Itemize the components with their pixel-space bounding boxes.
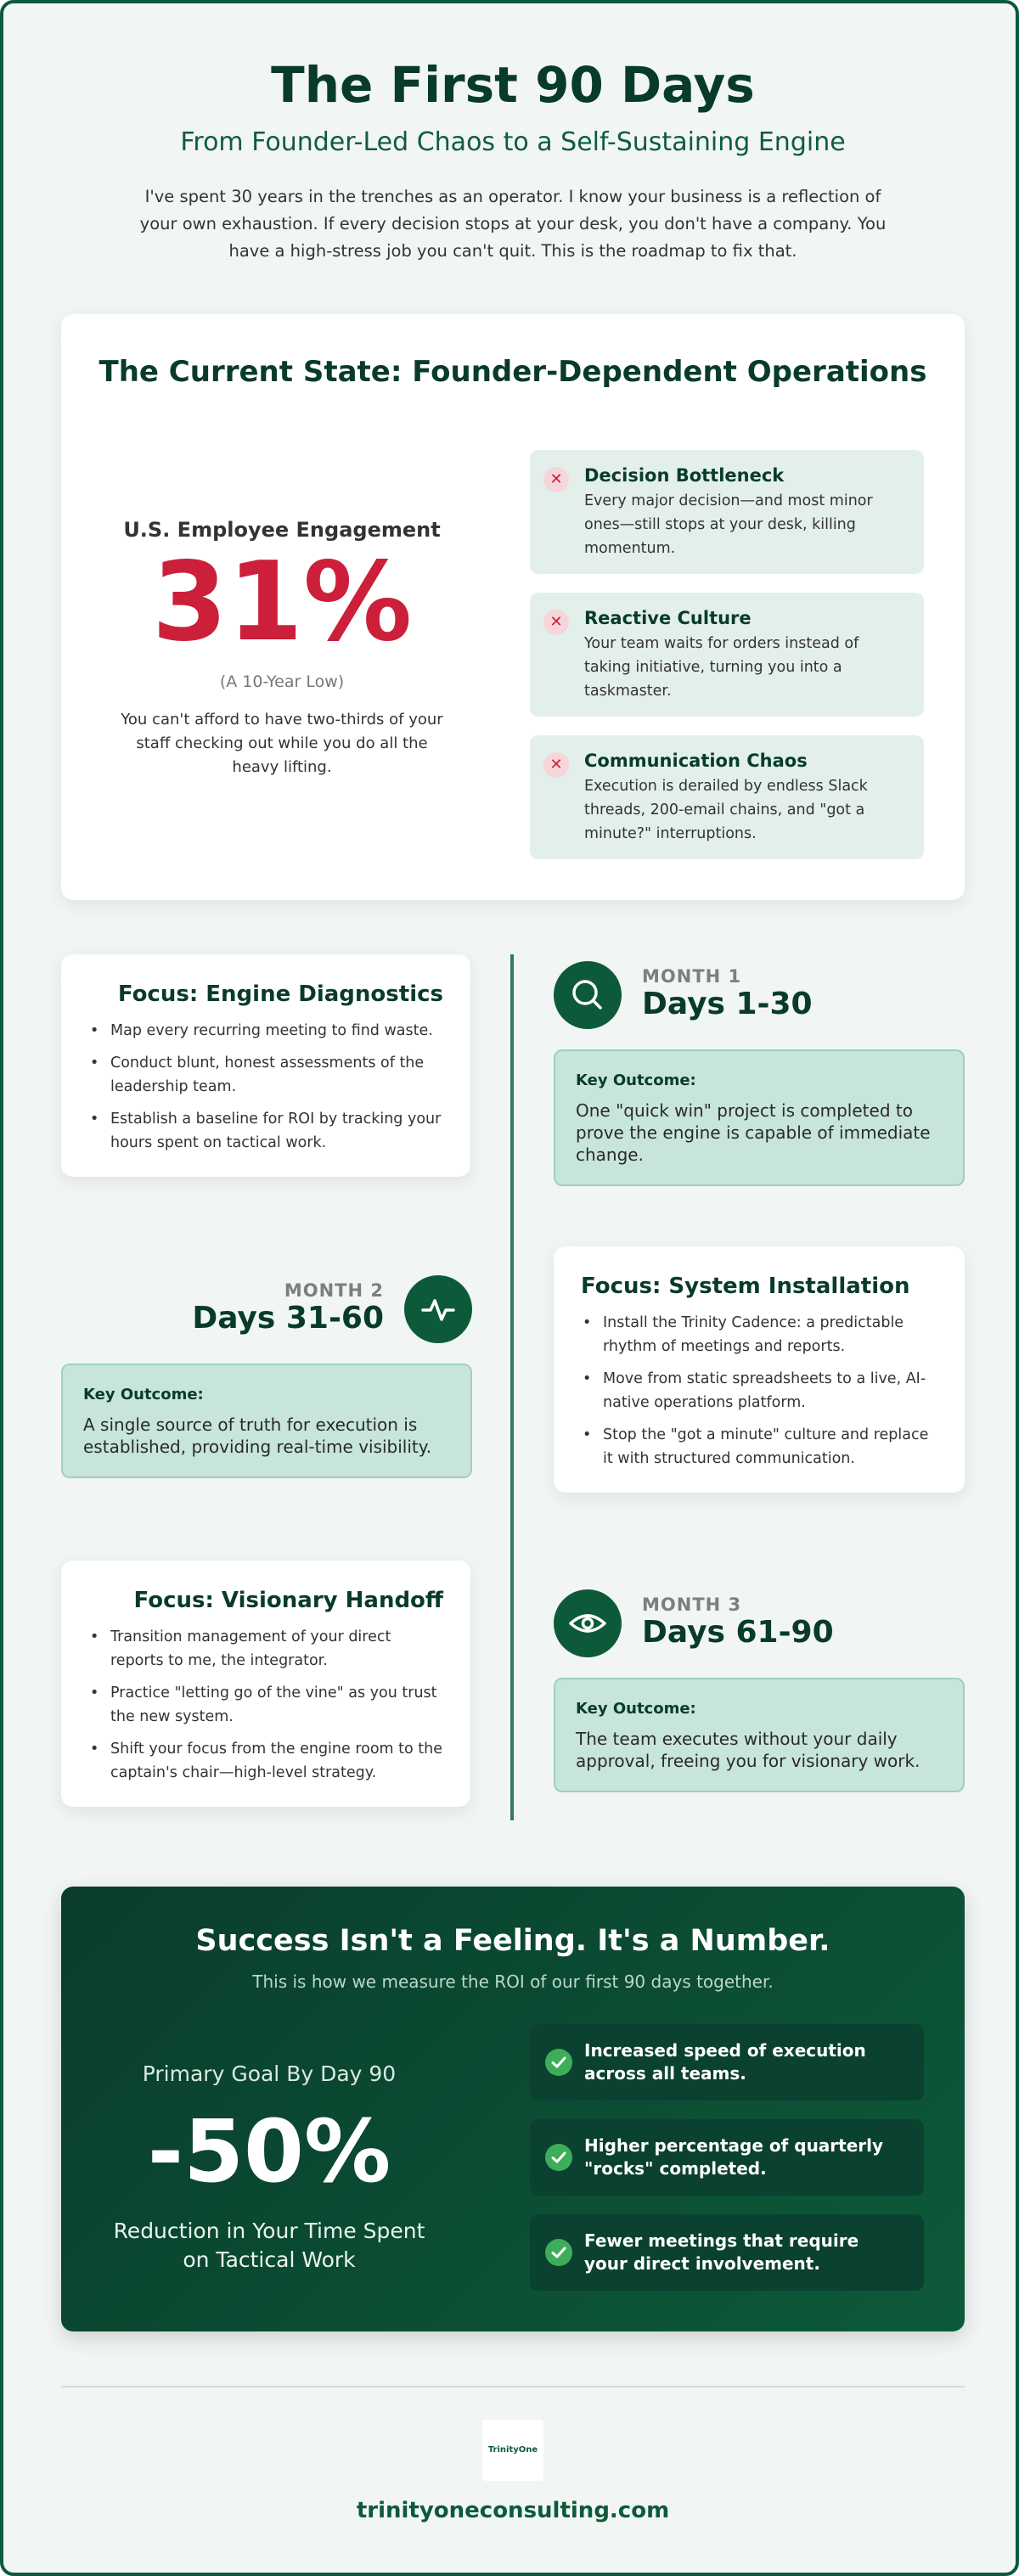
month-1-header bbox=[554, 961, 965, 1029]
problem-title: Communication Chaos bbox=[584, 751, 808, 771]
success-metric bbox=[530, 2119, 924, 2196]
focus-item: • Install the Trinity Cadence: a predictable rhythm of meetings and reports. bbox=[581, 1311, 937, 1358]
outcome-text: One "quick win" project is completed to prove the engine is capable of immediate change. bbox=[576, 1100, 931, 1165]
goal-value: -50% bbox=[147, 2101, 391, 2202]
metric-text: Increased speed of execution across all teams. bbox=[584, 2040, 866, 2084]
focus-list bbox=[581, 1311, 937, 1471]
focus-title: Focus: Engine Diagnostics bbox=[117, 981, 443, 1007]
focus-item: • Map every recurring meeting to find waste. bbox=[88, 1019, 443, 1043]
problem-description: Execution is derailed by endless Slack threads, 200-email chains, and "got a minute?" interruptions. bbox=[584, 778, 868, 842]
success-metric bbox=[530, 2214, 924, 2291]
month-days: Days 1-30 bbox=[642, 987, 813, 1021]
problem-item bbox=[530, 735, 924, 859]
x-icon: ✕ bbox=[543, 610, 569, 635]
problem-item bbox=[530, 450, 924, 574]
focus-item: • Move from static spreadsheets to a live, AI-native operations platform. bbox=[581, 1367, 937, 1415]
search-icon bbox=[554, 961, 622, 1029]
primary-goal bbox=[112, 2061, 426, 2275]
engagement-label: U.S. Employee Engagement bbox=[123, 518, 441, 542]
focus-item: • Shift your focus from the engine room to the captain's chair—high-level strategy. bbox=[88, 1737, 443, 1785]
problem-item bbox=[530, 593, 924, 717]
problem-title: Decision Bottleneck bbox=[584, 465, 785, 486]
company-logo bbox=[482, 2420, 543, 2481]
outcome-label: Key Outcome: bbox=[576, 1071, 696, 1089]
focus-title: Focus: System Installation bbox=[581, 1274, 910, 1299]
success-panel bbox=[61, 1887, 965, 2331]
goal-description: Reduction in Your Time Spent on Tactical Work bbox=[113, 2219, 425, 2272]
focus-item: • Transition management of your direct reports to me, the integrator. bbox=[88, 1625, 443, 1673]
timeline-line bbox=[510, 954, 514, 1820]
website-link[interactable]: trinityoneconsulting.com bbox=[356, 2498, 670, 2523]
month-days: Days 61-90 bbox=[642, 1615, 834, 1650]
success-metric bbox=[530, 2024, 924, 2101]
outcome-label: Key Outcome: bbox=[83, 1386, 204, 1403]
outcome-text: The team executes without your daily approval, freeing you for visionary work. bbox=[576, 1729, 920, 1771]
problem-description: Every major decision—and most minor ones—still stops at your desk, killing momentum. bbox=[584, 492, 873, 557]
month-1-outcome bbox=[554, 1049, 965, 1186]
focus-list bbox=[88, 1625, 443, 1785]
month-label: MONTH 1 bbox=[642, 966, 742, 987]
header bbox=[3, 53, 1019, 265]
page-subtitle: From Founder-Led Chaos to a Self-Sustaining Engine bbox=[180, 127, 846, 157]
x-icon: ✕ bbox=[543, 467, 569, 492]
month-2-focus-card bbox=[554, 1246, 965, 1493]
month-2-outcome bbox=[61, 1364, 472, 1478]
problem-title: Reactive Culture bbox=[584, 608, 752, 628]
current-state-card bbox=[61, 314, 965, 900]
focus-item: • Conduct blunt, honest assessments of the leadership team. bbox=[88, 1051, 443, 1099]
month-3-focus-card bbox=[61, 1561, 470, 1807]
metric-text: Fewer meetings that require your direct involvement. bbox=[584, 2230, 859, 2274]
month-days: Days 31-60 bbox=[192, 1301, 384, 1336]
focus-title: Focus: Visionary Handoff bbox=[133, 1588, 443, 1613]
success-subtitle: This is how we measure the ROI of our first 90 days together. bbox=[252, 1971, 774, 1992]
outcome-label: Key Outcome: bbox=[576, 1700, 696, 1718]
intro-text: I've spent 30 years in the trenches as an operator. I know your business is a reflection of your own exhaustion. If every decision stops at your desk, you don't have a company. You have a high-stress job you can't quit. This is the roadmap to fix that. bbox=[139, 187, 887, 261]
focus-item: • Stop the "got a minute" culture and replace it with structured communication. bbox=[581, 1423, 937, 1471]
eye-icon bbox=[554, 1589, 622, 1657]
month-2-header bbox=[61, 1275, 472, 1343]
problem-description: Your team waits for orders instead of taking initiative, turning you into a taskmaster. bbox=[584, 635, 859, 700]
month-3-outcome bbox=[554, 1678, 965, 1792]
check-icon bbox=[545, 2144, 572, 2171]
current-state-title: The Current State: Founder-Dependent Operations bbox=[99, 355, 927, 389]
month-label: MONTH 2 bbox=[284, 1280, 384, 1301]
month-label: MONTH 3 bbox=[642, 1595, 742, 1615]
goal-label: Primary Goal By Day 90 bbox=[142, 2061, 397, 2086]
month-1-focus-card bbox=[61, 954, 470, 1177]
engagement-note: (A 10-Year Low) bbox=[219, 672, 345, 691]
page-title: The First 90 Days bbox=[271, 56, 755, 114]
focus-item: • Practice "letting go of the vine" as you trust the new system. bbox=[88, 1681, 443, 1729]
month-3-header bbox=[554, 1589, 965, 1657]
engagement-value: 31% bbox=[151, 539, 413, 666]
success-title: Success Isn't a Feeling. It's a Number. bbox=[195, 1924, 830, 1958]
pulse-icon bbox=[404, 1275, 472, 1343]
focus-item: • Establish a baseline for ROI by tracking your hours spent on tactical work. bbox=[88, 1107, 443, 1155]
x-icon: ✕ bbox=[543, 752, 569, 778]
logo-text: TrinityOne bbox=[487, 2445, 538, 2455]
check-icon bbox=[545, 2049, 572, 2076]
outcome-text: A single source of truth for execution is established, providing real-time visibility. bbox=[83, 1415, 432, 1457]
engagement-stat bbox=[112, 518, 452, 779]
engagement-description: You can't afford to have two-thirds of your staff checking out while you do all the heavy lifting. bbox=[121, 711, 443, 776]
check-icon bbox=[545, 2239, 572, 2266]
footer-divider bbox=[61, 2386, 965, 2388]
metric-text: Higher percentage of quarterly "rocks" completed. bbox=[584, 2135, 884, 2179]
focus-list bbox=[88, 1019, 443, 1155]
